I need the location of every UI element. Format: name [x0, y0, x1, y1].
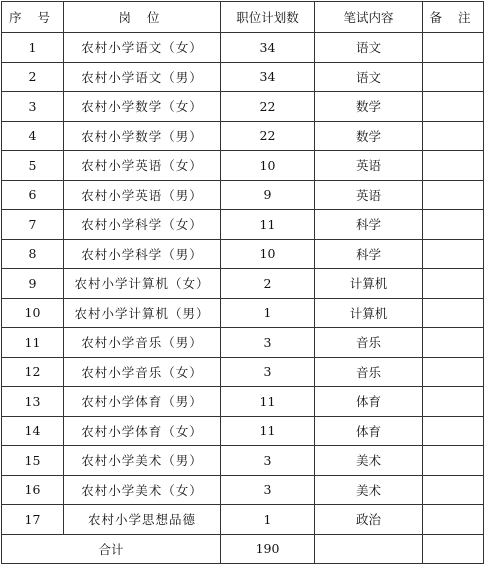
header-no: 序 号 — [2, 2, 64, 33]
row-subject-cell: 科学 — [315, 239, 423, 269]
table-row — [2, 62, 484, 92]
row-no-cell: 10 — [2, 298, 64, 328]
table-row — [2, 151, 484, 181]
row-remark-cell — [423, 92, 484, 122]
row-remark-cell — [423, 239, 484, 269]
table-row — [2, 269, 484, 299]
row-subject-cell: 语文 — [315, 62, 423, 92]
row-plan-cell: 22 — [221, 121, 315, 151]
row-remark-cell — [423, 505, 484, 535]
row-plan-cell: 2 — [221, 269, 315, 299]
row-no-cell: 14 — [2, 416, 64, 446]
row-remark-cell — [423, 62, 484, 92]
total-row — [2, 534, 484, 564]
row-subject-cell: 科学 — [315, 210, 423, 240]
table-row — [2, 121, 484, 151]
header-position: 岗 位 — [64, 2, 221, 33]
table-footer — [2, 534, 484, 564]
row-position-cell: 农村小学体育（女） — [64, 416, 221, 446]
row-remark-cell — [423, 33, 484, 63]
table-row — [2, 328, 484, 358]
row-plan-cell: 34 — [221, 33, 315, 63]
row-subject-cell: 英语 — [315, 180, 423, 210]
row-plan-cell: 1 — [221, 298, 315, 328]
row-subject-cell: 数学 — [315, 121, 423, 151]
row-subject-cell: 英语 — [315, 151, 423, 181]
recruitment-table — [1, 1, 484, 564]
row-position-cell: 农村小学数学（男） — [64, 121, 221, 151]
row-remark-cell — [423, 180, 484, 210]
row-remark-cell — [423, 446, 484, 476]
row-plan-cell: 10 — [221, 239, 315, 269]
row-position-cell: 农村小学英语（女） — [64, 151, 221, 181]
row-remark-cell — [423, 298, 484, 328]
row-position-cell: 农村小学体育（男） — [64, 387, 221, 417]
row-position-cell: 农村小学音乐（女） — [64, 357, 221, 387]
row-no-cell: 9 — [2, 269, 64, 299]
header-remark: 备 注 — [423, 2, 484, 33]
row-no-cell: 11 — [2, 328, 64, 358]
row-no-cell: 3 — [2, 92, 64, 122]
table-header — [2, 2, 484, 33]
table-row — [2, 210, 484, 240]
row-plan-cell: 3 — [221, 446, 315, 476]
row-position-cell: 农村小学语文（女） — [64, 33, 221, 63]
row-no-cell: 15 — [2, 446, 64, 476]
row-remark-cell — [423, 357, 484, 387]
row-remark-cell — [423, 151, 484, 181]
row-no-cell: 2 — [2, 62, 64, 92]
row-position-cell: 农村小学音乐（男） — [64, 328, 221, 358]
table-row — [2, 446, 484, 476]
row-plan-cell: 22 — [221, 92, 315, 122]
table-row — [2, 505, 484, 535]
row-position-cell: 农村小学计算机（男） — [64, 298, 221, 328]
row-remark-cell — [423, 328, 484, 358]
table-row — [2, 92, 484, 122]
row-plan-cell: 11 — [221, 416, 315, 446]
row-subject-cell: 政治 — [315, 505, 423, 535]
total-remark — [423, 534, 484, 564]
row-plan-cell: 11 — [221, 210, 315, 240]
row-plan-cell: 3 — [221, 328, 315, 358]
row-plan-cell: 10 — [221, 151, 315, 181]
table-row — [2, 387, 484, 417]
row-position-cell: 农村小学科学（女） — [64, 210, 221, 240]
total-subject — [315, 534, 423, 564]
row-no-cell: 16 — [2, 475, 64, 505]
table-row — [2, 475, 484, 505]
row-subject-cell: 数学 — [315, 92, 423, 122]
row-plan-cell: 11 — [221, 387, 315, 417]
row-remark-cell — [423, 121, 484, 151]
total-plan: 190 — [221, 534, 315, 564]
row-no-cell: 1 — [2, 33, 64, 63]
row-subject-cell: 计算机 — [315, 298, 423, 328]
table-row — [2, 357, 484, 387]
row-no-cell: 7 — [2, 210, 64, 240]
table-row — [2, 239, 484, 269]
row-subject-cell: 体育 — [315, 416, 423, 446]
table-row — [2, 298, 484, 328]
row-remark-cell — [423, 210, 484, 240]
row-no-cell: 8 — [2, 239, 64, 269]
total-label: 合计 — [2, 534, 221, 564]
row-plan-cell: 3 — [221, 357, 315, 387]
row-plan-cell: 1 — [221, 505, 315, 535]
row-position-cell: 农村小学数学（女） — [64, 92, 221, 122]
row-no-cell: 17 — [2, 505, 64, 535]
row-remark-cell — [423, 269, 484, 299]
row-remark-cell — [423, 387, 484, 417]
row-no-cell: 12 — [2, 357, 64, 387]
row-position-cell: 农村小学语文（男） — [64, 62, 221, 92]
row-no-cell: 6 — [2, 180, 64, 210]
header-plan: 职位计划数 — [221, 2, 315, 33]
row-plan-cell: 3 — [221, 475, 315, 505]
row-subject-cell: 音乐 — [315, 328, 423, 358]
table-row — [2, 180, 484, 210]
row-no-cell: 13 — [2, 387, 64, 417]
row-remark-cell — [423, 416, 484, 446]
row-position-cell: 农村小学美术（女） — [64, 475, 221, 505]
header-subject: 笔试内容 — [315, 2, 423, 33]
row-subject-cell: 体育 — [315, 387, 423, 417]
row-subject-cell: 音乐 — [315, 357, 423, 387]
row-position-cell: 农村小学思想品德 — [64, 505, 221, 535]
row-remark-cell — [423, 475, 484, 505]
row-subject-cell: 语文 — [315, 33, 423, 63]
row-position-cell: 农村小学计算机（女） — [64, 269, 221, 299]
row-subject-cell: 美术 — [315, 446, 423, 476]
row-position-cell: 农村小学美术（男） — [64, 446, 221, 476]
row-position-cell: 农村小学科学（男） — [64, 239, 221, 269]
row-plan-cell: 9 — [221, 180, 315, 210]
table-row — [2, 416, 484, 446]
table-body — [2, 33, 484, 535]
row-subject-cell: 美术 — [315, 475, 423, 505]
header-row — [2, 2, 484, 33]
row-no-cell: 4 — [2, 121, 64, 151]
row-no-cell: 5 — [2, 151, 64, 181]
row-plan-cell: 34 — [221, 62, 315, 92]
row-subject-cell: 计算机 — [315, 269, 423, 299]
row-position-cell: 农村小学英语（男） — [64, 180, 221, 210]
table-row — [2, 33, 484, 63]
